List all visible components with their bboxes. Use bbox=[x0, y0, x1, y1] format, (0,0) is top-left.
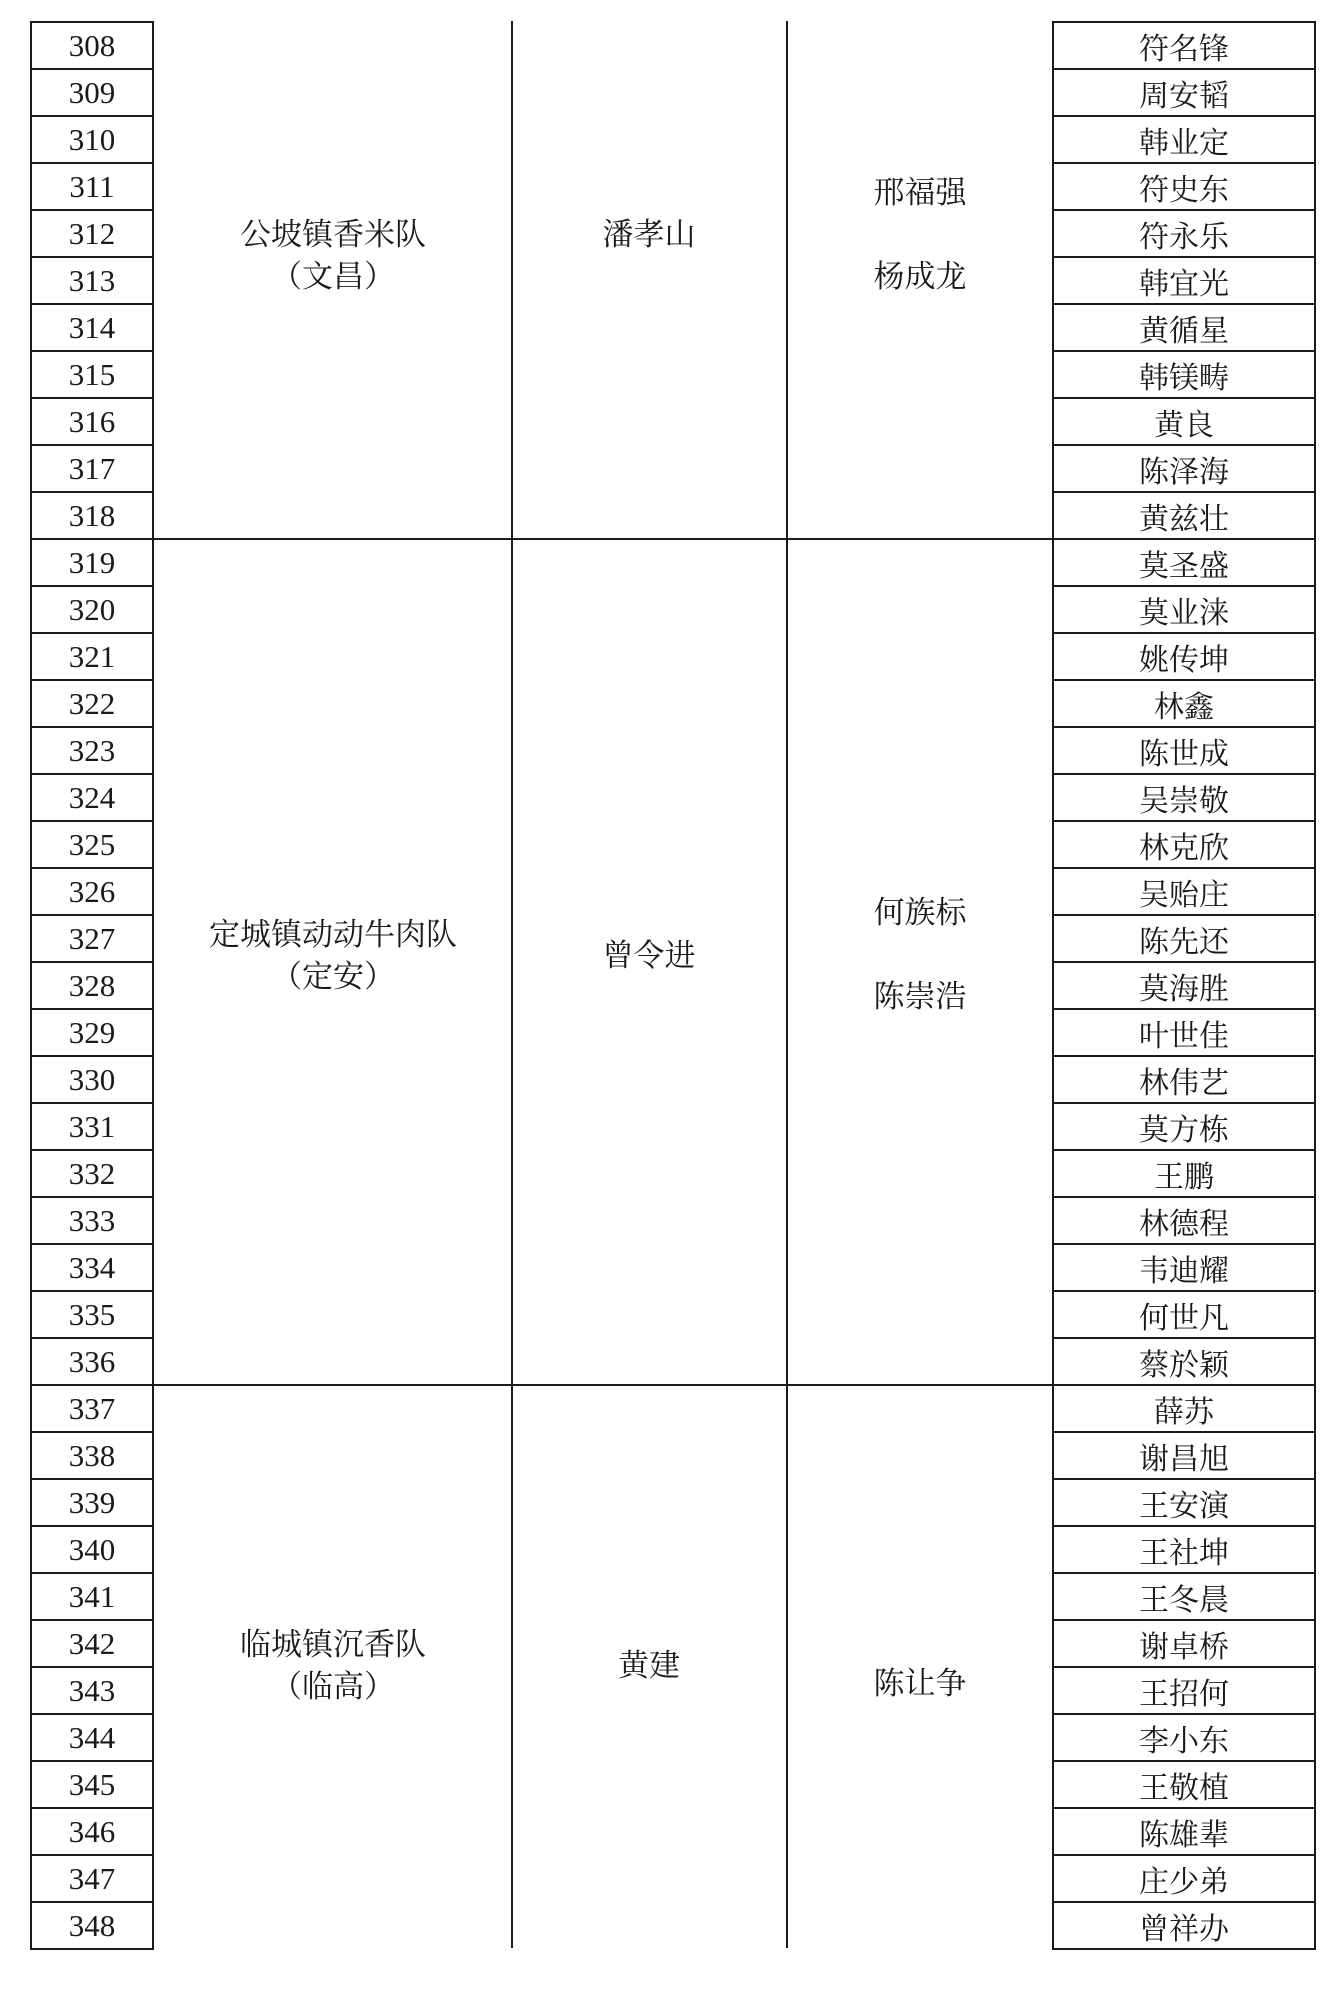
member-name: 陈雄辈 bbox=[1052, 1807, 1316, 1856]
team-name: 公坡镇香米队 bbox=[240, 216, 426, 253]
member-name: 王敬植 bbox=[1052, 1760, 1316, 1809]
member-name: 何世凡 bbox=[1052, 1290, 1316, 1339]
row-number: 333 bbox=[30, 1196, 154, 1245]
team-name: 定城镇动动牛肉队 bbox=[209, 917, 457, 953]
row-number: 329 bbox=[30, 1008, 154, 1057]
row-number: 310 bbox=[30, 115, 154, 164]
member-name: 庄少弟 bbox=[1052, 1854, 1316, 1903]
row-number: 334 bbox=[30, 1243, 154, 1292]
row-number: 322 bbox=[30, 679, 154, 728]
member-name: 李小东 bbox=[1052, 1713, 1316, 1762]
row-number: 319 bbox=[30, 538, 154, 587]
row-number: 339 bbox=[30, 1478, 154, 1527]
row-number: 346 bbox=[30, 1807, 154, 1856]
member-name: 黄循星 bbox=[1052, 303, 1316, 352]
row-number: 318 bbox=[30, 491, 154, 540]
member-name: 莫业涞 bbox=[1052, 585, 1316, 634]
row-number: 327 bbox=[30, 914, 154, 963]
row-number: 317 bbox=[30, 444, 154, 493]
member-name: 林伟艺 bbox=[1052, 1055, 1316, 1104]
row-number: 332 bbox=[30, 1149, 154, 1198]
row-number: 312 bbox=[30, 209, 154, 258]
row-number: 311 bbox=[30, 162, 154, 211]
team-cell bbox=[163, 1624, 503, 1708]
member-name: 韩业定 bbox=[1052, 115, 1316, 164]
member-name: 姚传坤 bbox=[1052, 632, 1316, 681]
row-number: 348 bbox=[30, 1901, 154, 1950]
row-number: 315 bbox=[30, 350, 154, 399]
team-name: 临城镇沉香队 bbox=[240, 1627, 426, 1663]
member-name: 黄良 bbox=[1052, 397, 1316, 446]
row-number: 342 bbox=[30, 1619, 154, 1668]
member-name: 叶世佳 bbox=[1052, 1008, 1316, 1057]
member-name: 符永乐 bbox=[1052, 209, 1316, 258]
member-name: 薛苏 bbox=[1052, 1384, 1316, 1433]
member-name: 吴崇敬 bbox=[1052, 773, 1316, 822]
member-name: 王社坤 bbox=[1052, 1525, 1316, 1574]
row-number: 321 bbox=[30, 632, 154, 681]
member-name: 谢卓桥 bbox=[1052, 1619, 1316, 1668]
row-number: 309 bbox=[30, 68, 154, 117]
row-number: 314 bbox=[30, 303, 154, 352]
member-name: 陈世成 bbox=[1052, 726, 1316, 775]
group-divider bbox=[154, 538, 1052, 540]
member-name: 王招何 bbox=[1052, 1666, 1316, 1715]
member-name: 曾祥办 bbox=[1052, 1901, 1316, 1950]
group-divider bbox=[154, 1384, 1052, 1386]
team-region: （文昌） bbox=[271, 258, 395, 295]
member-name: 莫海胜 bbox=[1052, 961, 1316, 1010]
coach-cell bbox=[800, 1642, 1040, 1726]
member-name: 黄兹壮 bbox=[1052, 491, 1316, 540]
row-number: 341 bbox=[30, 1572, 154, 1621]
member-name: 林鑫 bbox=[1052, 679, 1316, 728]
row-number: 328 bbox=[30, 961, 154, 1010]
row-number: 324 bbox=[30, 773, 154, 822]
member-name: 蔡於颖 bbox=[1052, 1337, 1316, 1386]
row-number: 323 bbox=[30, 726, 154, 775]
coach-name: 何族标 bbox=[873, 895, 967, 931]
row-number: 340 bbox=[30, 1525, 154, 1574]
row-number: 313 bbox=[30, 256, 154, 305]
member-name: 陈先还 bbox=[1052, 914, 1316, 963]
coach-name: 陈崇浩 bbox=[873, 979, 967, 1015]
row-number: 326 bbox=[30, 867, 154, 916]
coach-name: 邢福强 bbox=[873, 174, 967, 211]
row-number: 336 bbox=[30, 1337, 154, 1386]
member-name: 韦迪耀 bbox=[1052, 1243, 1316, 1292]
member-name: 王安演 bbox=[1052, 1478, 1316, 1527]
member-name: 陈泽海 bbox=[1052, 444, 1316, 493]
member-name: 林德程 bbox=[1052, 1196, 1316, 1245]
row-number: 320 bbox=[30, 585, 154, 634]
row-number: 337 bbox=[30, 1384, 154, 1433]
team-cell bbox=[163, 214, 503, 298]
member-name: 王冬晨 bbox=[1052, 1572, 1316, 1621]
member-name: 莫方栋 bbox=[1052, 1102, 1316, 1151]
coach-cell bbox=[800, 871, 1040, 1039]
team-leader: 曾令进 bbox=[602, 938, 696, 974]
row-number: 330 bbox=[30, 1055, 154, 1104]
row-number: 308 bbox=[30, 21, 154, 70]
member-name: 谢昌旭 bbox=[1052, 1431, 1316, 1480]
row-number: 325 bbox=[30, 820, 154, 869]
team-cell bbox=[163, 914, 503, 998]
coach-cell bbox=[800, 151, 1040, 319]
coach-name: 陈让争 bbox=[873, 1666, 967, 1702]
team-region: （临高） bbox=[271, 1669, 395, 1705]
row-number: 344 bbox=[30, 1713, 154, 1762]
member-name: 吴贻庄 bbox=[1052, 867, 1316, 916]
member-name: 韩宜光 bbox=[1052, 256, 1316, 305]
column-divider bbox=[786, 21, 788, 1948]
team-leader: 潘孝山 bbox=[602, 216, 696, 253]
row-number: 338 bbox=[30, 1431, 154, 1480]
row-number: 316 bbox=[30, 397, 154, 446]
member-name: 韩镁畴 bbox=[1052, 350, 1316, 399]
row-number: 331 bbox=[30, 1102, 154, 1151]
coach-name: 杨成龙 bbox=[873, 258, 967, 295]
column-divider bbox=[511, 21, 513, 1948]
member-name: 周安韬 bbox=[1052, 68, 1316, 117]
team-leader: 黄建 bbox=[618, 1648, 680, 1684]
member-name: 林克欣 bbox=[1052, 820, 1316, 869]
row-number: 335 bbox=[30, 1290, 154, 1339]
member-name: 莫圣盛 bbox=[1052, 538, 1316, 587]
member-name: 符史东 bbox=[1052, 162, 1316, 211]
row-number: 343 bbox=[30, 1666, 154, 1715]
member-name: 符名锋 bbox=[1052, 21, 1316, 70]
row-number: 345 bbox=[30, 1760, 154, 1809]
row-number: 347 bbox=[30, 1854, 154, 1903]
team-region: （定安） bbox=[271, 959, 395, 995]
member-name: 王鹏 bbox=[1052, 1149, 1316, 1198]
